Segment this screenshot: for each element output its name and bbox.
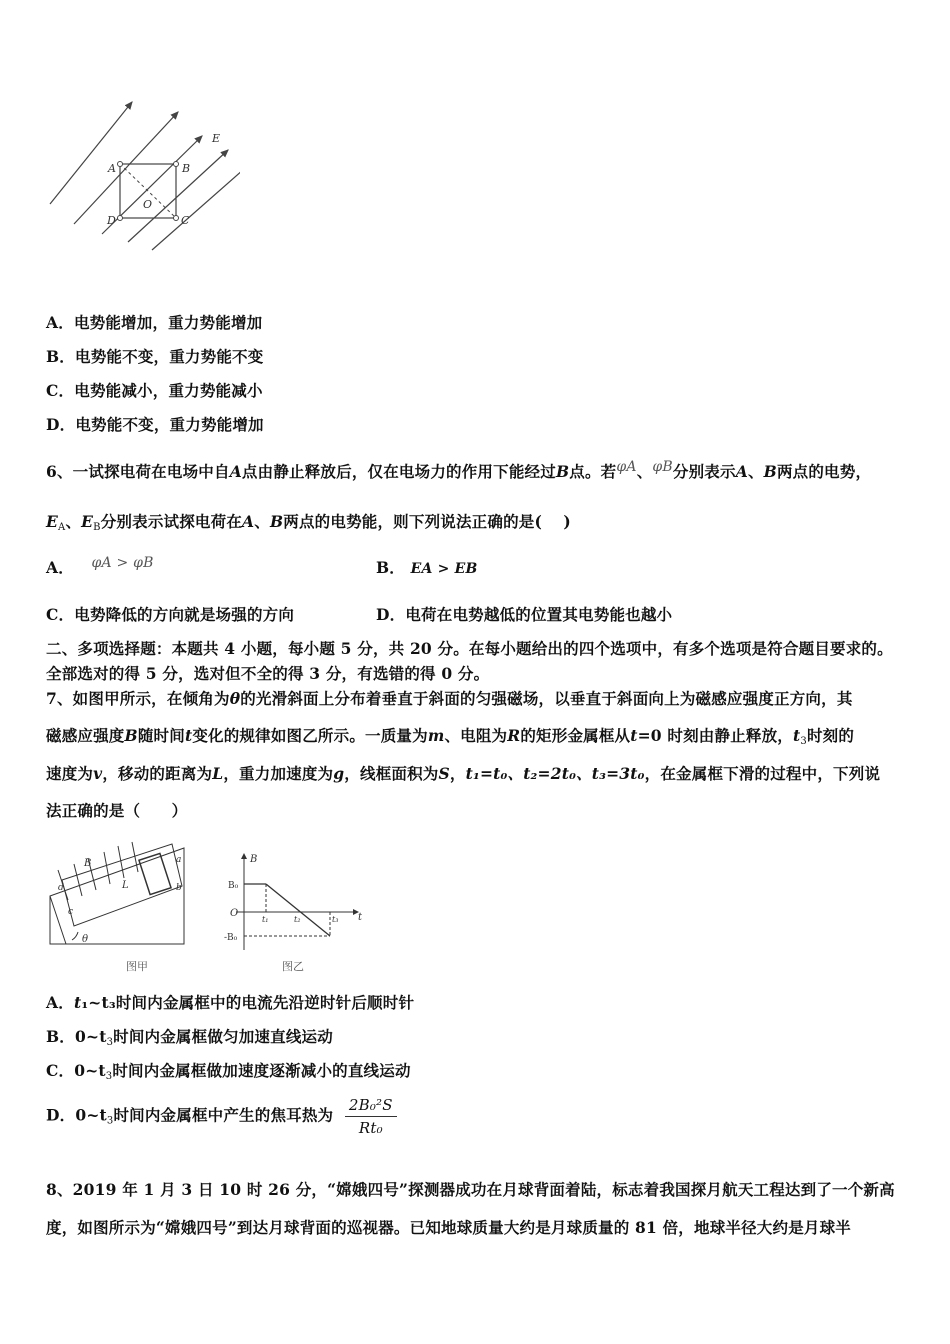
fig1-theta-label: θ [82, 934, 89, 945]
q8-stem-line1: 8、2019 年 1 月 3 日 10 时 26 分，“嫦娥四号”探测器成功在月球背面着陆，标志着我国探月航天工程达到了一个新高 [46, 1180, 895, 1199]
q7-option-c: C．$0\sim t_3$时间内金属框做加速度逐渐减小的直线运动 [46, 1061, 411, 1082]
phi-a-symbol: φA [616, 459, 637, 475]
b-t-graph [222, 850, 372, 975]
label-a: A [108, 162, 116, 175]
q7-stem-line2: 磁感应强度B随时间t变化的规律如图乙所示。一质量为m、电阻为R的矩形金属框从t=0 时刻由静止释放，$t_3$时刻的 [46, 726, 855, 747]
q7-option-d: D．$0\sim t_3$时间内金属框中产生的焦耳热为 $\frac{\text{2B₀²S}}{\text{Rt₀}}$ [46, 1096, 397, 1137]
fig1-b-corner-label: b [176, 883, 182, 893]
fig2-b0-label: B₀ [228, 881, 239, 891]
q8-stem-line2: 度，如图所示为“嫦娥四号”到达月球背面的巡视器。已知地球质量大约是月球质量的 81 倍，地球半径大约是月球半 [46, 1218, 851, 1237]
q7-stem-line3: 速度为v，移动的距离为L，重力加速度为g，线框面积为S，t₁=t₀、t₂=2t₀、t₃=3t₀，在金属框下滑的过程中，下列说 [46, 764, 881, 783]
q6-option-b: B． EA > EB [376, 558, 478, 577]
q7-stem-line1: 7、如图甲所示，在倾角为θ的光滑斜面上分布着垂直于斜面的匀强磁场，以垂直于斜面向上为磁感应强度正方向，其 [46, 689, 853, 708]
incline-figure [44, 840, 194, 975]
q5-option-d: D．电势能不变，重力势能增加 [46, 415, 264, 434]
fig1-d-label: d [58, 883, 64, 893]
fig2-t2: t₂ [294, 915, 301, 924]
q5-option-b: B．电势能不变，重力势能不变 [46, 347, 264, 366]
fig1-c-label: c [68, 907, 74, 917]
phi-b-symbol: φB [652, 459, 673, 475]
fig2-t3: t₃ [332, 915, 339, 924]
q7-stem-line4: 法正确的是（ ） [46, 801, 188, 820]
q6-stem-line1: 6、一试探电荷在电场中自A点由静止释放后，仅在电场力的作用下能经过B点。若φA、φB分别表示A、B两点的电势， [46, 459, 872, 481]
fig2-b-axis: B [250, 854, 258, 865]
fig1-b-label: B [84, 858, 92, 869]
heat-fraction: $\frac{\text{2B₀²S}}{\text{Rt₀}}$ [345, 1096, 397, 1137]
fig2-origin: O [230, 908, 239, 919]
section2-line1: 二、多项选择题：本题共 4 小题，每小题 5 分，共 20 分。在每小题给出的四个选项中，有多个选项是符合题目要求的。 [46, 639, 893, 658]
fig1-a-label: a [176, 855, 182, 865]
label-b: B [182, 162, 191, 175]
label-d: D [107, 214, 116, 227]
fig2-neg-b0-label: -B₀ [224, 933, 238, 943]
q5-option-a: A．电势能增加，重力势能增加 [46, 313, 263, 332]
q6-option-a: A． φA > φB [46, 555, 154, 577]
fig1-caption: 图甲 [126, 960, 148, 973]
label-e: E [212, 132, 221, 145]
section2-line2: 全部选对的得 5 分，选对但不全的得 3 分，有选错的得 0 分。 [46, 664, 490, 683]
q6-stem-line2: $E_A$、$E_B$分别表示试探电荷在A、B两点的电势能，则下列说法正确的是( ) [46, 512, 571, 533]
fig2-t1: t₁ [262, 915, 269, 924]
label-o: O [143, 198, 153, 211]
fig1-l-label: L [122, 880, 129, 891]
fig2-t-axis: t [358, 912, 363, 923]
q6-option-c: C．电势降低的方向就是场强的方向 [46, 605, 295, 624]
q6-option-d: D．电荷在电势越低的位置其电势能也越小 [376, 605, 673, 624]
q7-option-b: B．$0\sim t_3$时间内金属框做匀加速直线运动 [46, 1027, 333, 1048]
label-c: C [181, 214, 190, 227]
q5-option-c: C．电势能减小，重力势能减小 [46, 381, 263, 400]
fig2-caption: 图乙 [282, 960, 304, 973]
q7-option-a: A．t₁~t₃时间内金属框中的电流先沿逆时针后顺时针 [46, 993, 415, 1012]
field-square-figure [40, 92, 240, 252]
